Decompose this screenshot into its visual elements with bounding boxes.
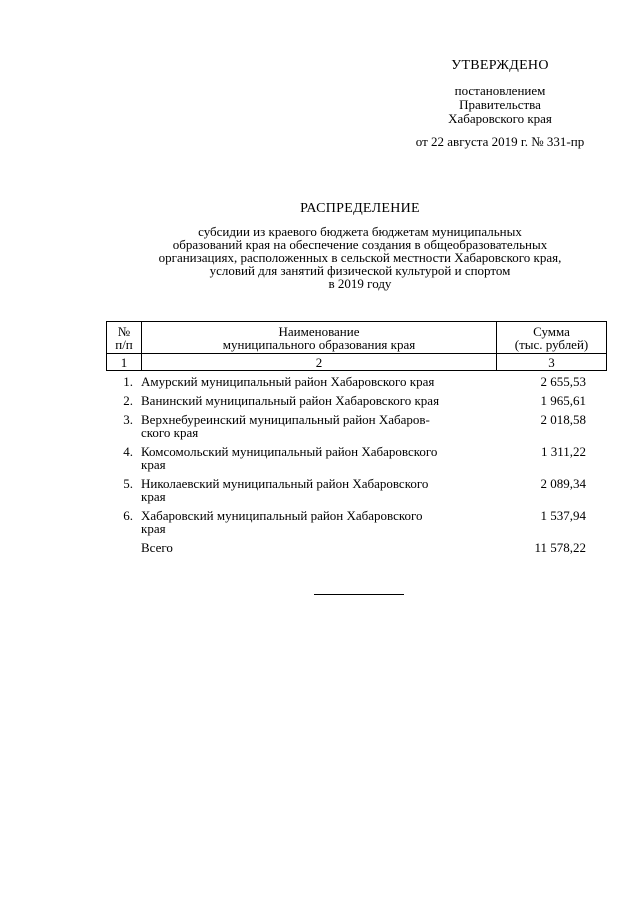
- document-subtitle: [100, 225, 620, 290]
- approval-line-3: Хабаровского края: [448, 111, 552, 126]
- column-number-2: 2: [142, 354, 497, 371]
- row-number: 4.: [123, 444, 133, 459]
- header-number-line-1: №: [117, 323, 131, 339]
- row-number: 2.: [123, 393, 133, 408]
- row-name-line: Амурский муниципальный район Хабаровского края: [141, 374, 435, 389]
- row-amount: 2 089,34: [540, 476, 586, 491]
- row-number: 1.: [123, 374, 133, 389]
- subtitle-line: условий для занятий физической культурой и спортом: [209, 263, 511, 278]
- row-name-line: ского края: [141, 425, 199, 440]
- row-number: 6.: [123, 508, 133, 523]
- row-name: [141, 445, 496, 471]
- row-name: [141, 509, 496, 535]
- header-number: [107, 322, 142, 354]
- row-name-line: края: [141, 521, 166, 536]
- subtitle-line: в 2019 году: [328, 276, 392, 291]
- document-title-block: [100, 201, 620, 290]
- row-name-line: края: [141, 489, 166, 504]
- row-name-line: края: [141, 457, 166, 472]
- document-title: РАСПРЕДЕЛЕНИЕ: [300, 201, 420, 216]
- row-name-line: Комсомольский муниципальный район Хабаровского: [141, 444, 438, 459]
- closing-rule: [314, 594, 404, 595]
- header-name: [142, 322, 497, 354]
- table-row: [106, 375, 606, 388]
- table-row: [106, 413, 606, 439]
- table-total-row: [106, 541, 606, 554]
- row-amount: 1 311,22: [540, 444, 586, 459]
- row-name: [141, 477, 496, 503]
- row-name: [141, 394, 496, 407]
- column-number-1: 1: [107, 354, 142, 371]
- row-name-line: Николаевский муниципальный район Хабаровского: [141, 476, 429, 491]
- header-name-line-2: муниципального образования края: [222, 336, 416, 352]
- total-amount: 11 578,22: [534, 540, 586, 555]
- row-amount: 2 655,53: [540, 374, 586, 389]
- subtitle-line: субсидии из краевого бюджета бюджетам муниципальных: [198, 224, 522, 239]
- header-name-line-1: Наименование: [278, 323, 360, 339]
- table-row: [106, 394, 606, 407]
- row-name-line: Верхнебуреинский муниципальный район Хабаров-: [141, 412, 430, 427]
- table-body: [106, 375, 606, 560]
- approval-date-line: от 22 августа 2019 г. № 331-пр: [415, 134, 585, 149]
- approval-block: [392, 58, 608, 149]
- row-amount: 1 537,94: [540, 508, 586, 523]
- table-row: [106, 477, 606, 503]
- row-name-line: Ванинский муниципальный район Хабаровского края: [141, 393, 440, 408]
- approval-heading: УТВЕРЖДЕНО: [451, 58, 549, 73]
- subtitle-line: образований края на обеспечение создания в общеобразовательных: [172, 237, 548, 252]
- table-row: [106, 445, 606, 471]
- subtitle-line: организациях, расположенных в сельской местности Хабаровского края,: [158, 250, 562, 265]
- header-sum: [497, 322, 607, 354]
- row-number: 3.: [123, 412, 133, 427]
- row-name-line: Хабаровский муниципальный район Хабаровского: [141, 508, 423, 523]
- row-amount: 1 965,61: [540, 393, 586, 408]
- table-row: [106, 509, 606, 535]
- header-sum-line-1: Сумма: [533, 323, 570, 339]
- approval-line-1: постановлением: [454, 83, 546, 98]
- row-name: [141, 375, 496, 388]
- header-number-line-2: п/п: [115, 336, 133, 352]
- total-label: Всего: [141, 540, 173, 555]
- table-header: [106, 321, 607, 371]
- header-sum-line-2: (тыс. рублей): [514, 336, 589, 352]
- row-number: 5.: [123, 476, 133, 491]
- row-amount: 2 018,58: [540, 412, 586, 427]
- column-number-3: 3: [497, 354, 607, 371]
- row-name: [141, 413, 496, 439]
- approval-line-2: Правительства: [459, 97, 541, 112]
